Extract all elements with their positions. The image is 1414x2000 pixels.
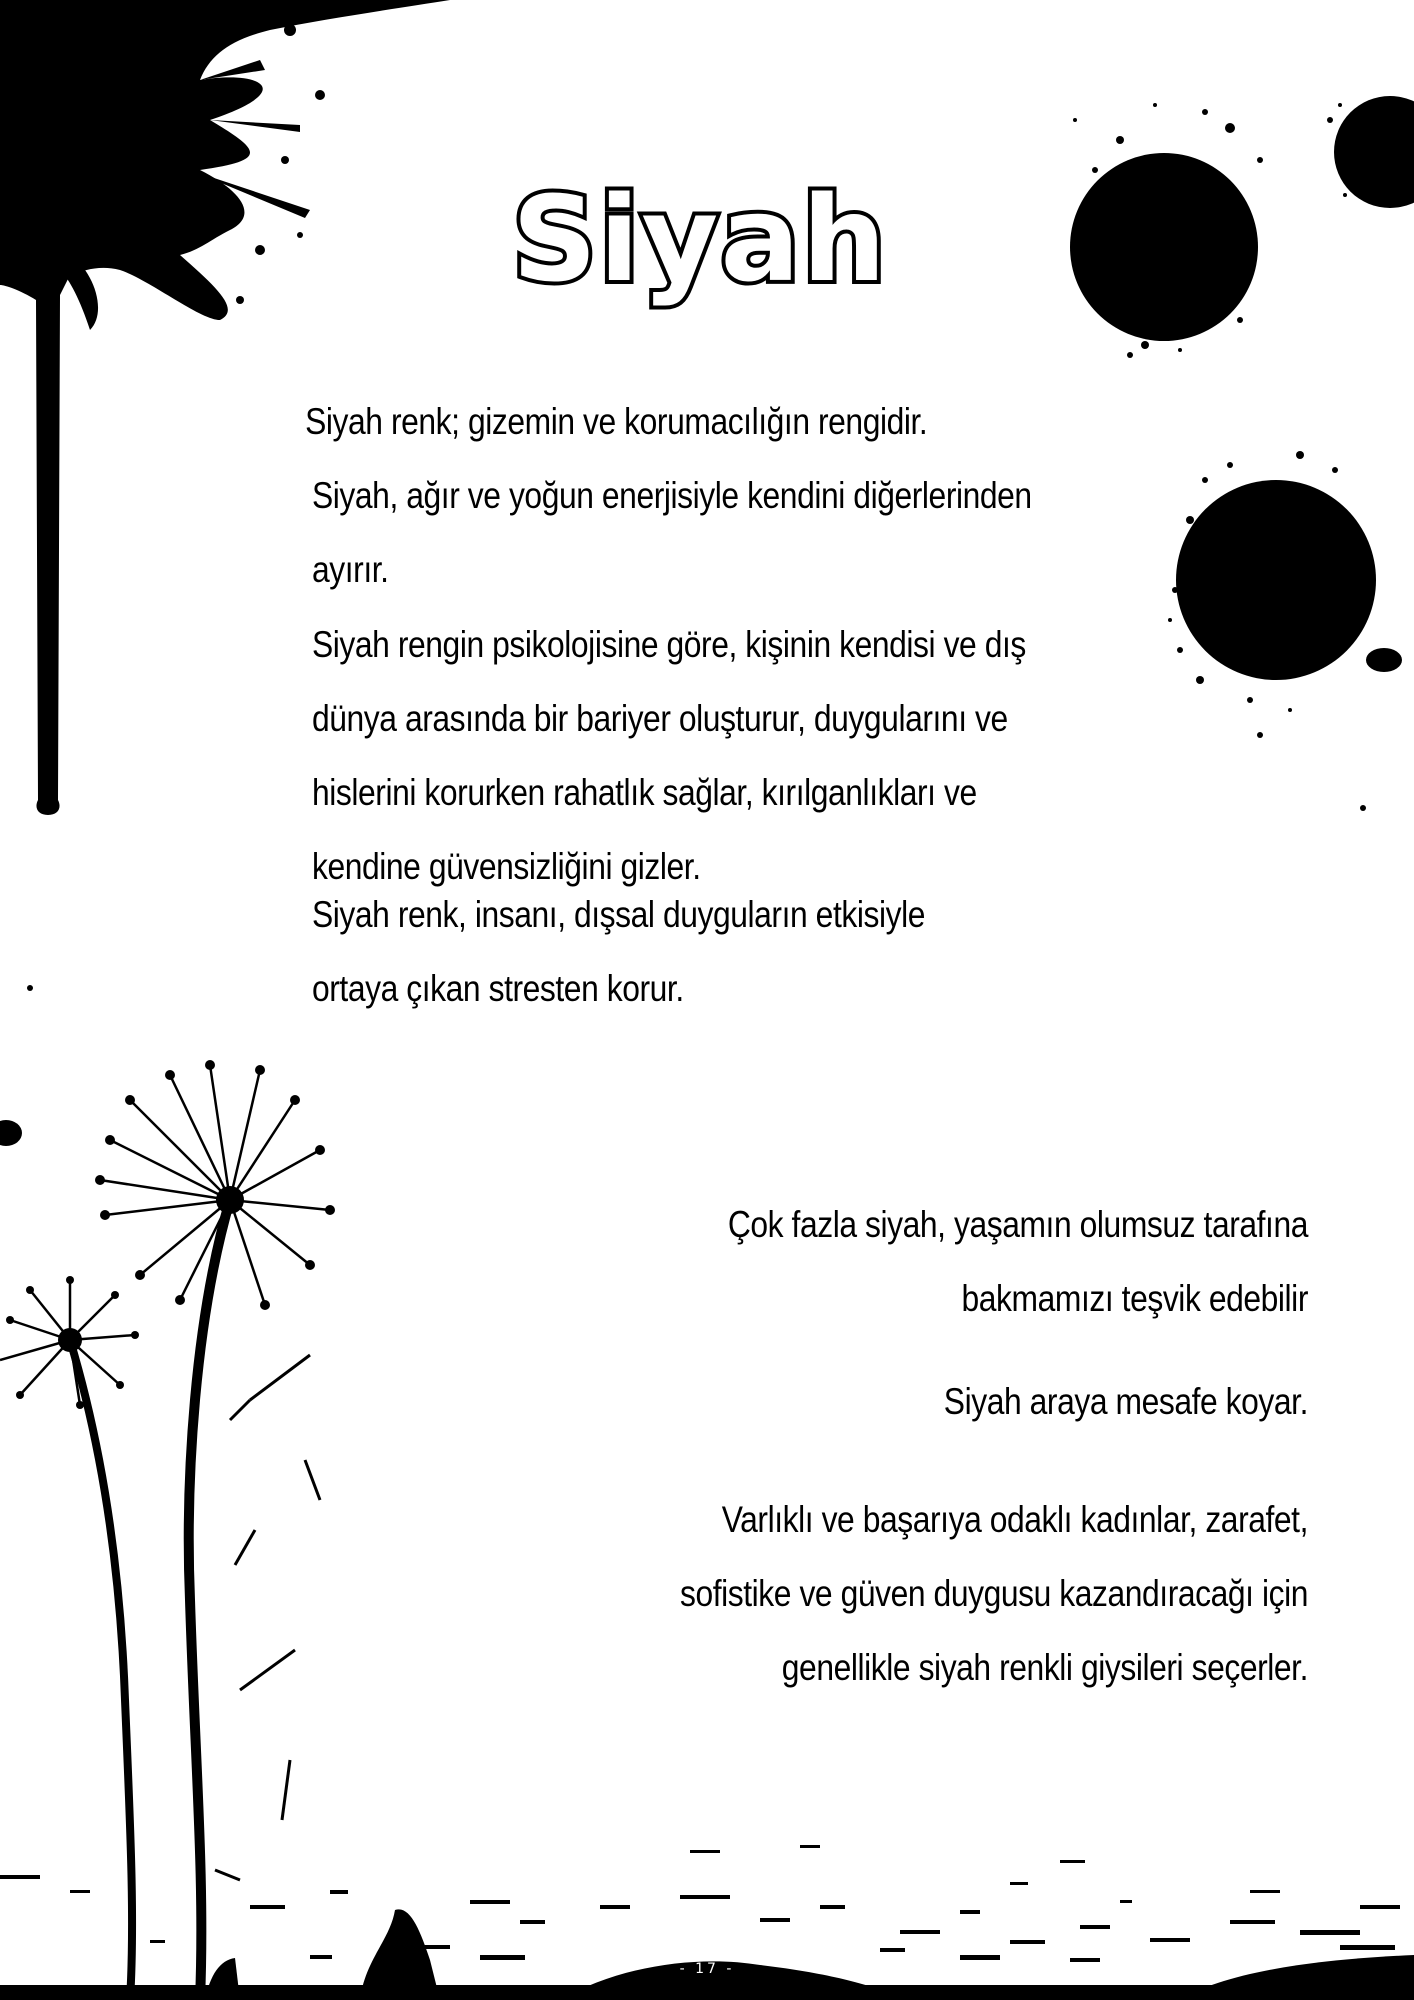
psychology-line-3: hislerini korurken rahatlık sağlar, kırılganlıkları ve [312, 772, 977, 813]
protection-paragraph [312, 878, 1086, 1026]
intro-line-3: ayırır. [312, 549, 389, 590]
women-paragraph [534, 1483, 1308, 1705]
page-title: Siyah [512, 170, 888, 308]
too-much-line-1: Çok fazla siyah, yaşamın olumsuz tarafına [727, 1204, 1308, 1245]
women-line-3: genellikle siyah renkli giysileri seçerler. [781, 1647, 1308, 1688]
protection-line-1: Siyah renk, insanı, dışsal duyguların etkisiyle [312, 894, 925, 935]
psychology-line-1: Siyah rengin psikolojisine göre, kişinin kendisi ve dış [312, 624, 1026, 665]
intro-paragraph [305, 385, 1086, 607]
intro-line-1: Siyah renk; gizemin ve korumacılığın rengidir. [305, 401, 928, 442]
too-much-line-2: bakmamızı teşvik edebilir [961, 1278, 1308, 1319]
women-line-1: Varlıklı ve başarıya odaklı kadınlar, zarafet, [721, 1499, 1308, 1540]
women-line-2: sofistike ve güven duygusu kazandıracağı için [679, 1573, 1308, 1614]
too-much-paragraph [534, 1188, 1308, 1336]
page-number: - 17 - [679, 1961, 735, 1977]
dandelion-icon [0, 1060, 335, 2000]
intro-line-2: Siyah, ağır ve yoğun enerjisiyle kendini diğerlerinden [312, 475, 1032, 516]
protection-line-2: ortaya çıkan stresten korur. [312, 968, 684, 1009]
distance-line: Siyah araya mesafe koyar. [943, 1381, 1308, 1422]
psychology-line-4: kendine güvensizliğini gizler. [312, 846, 701, 887]
psychology-line-2: dünya arasında bir bariyer oluşturur, duygularını ve [312, 698, 1008, 739]
psychology-paragraph [312, 608, 1086, 904]
distance-paragraph [534, 1365, 1308, 1439]
